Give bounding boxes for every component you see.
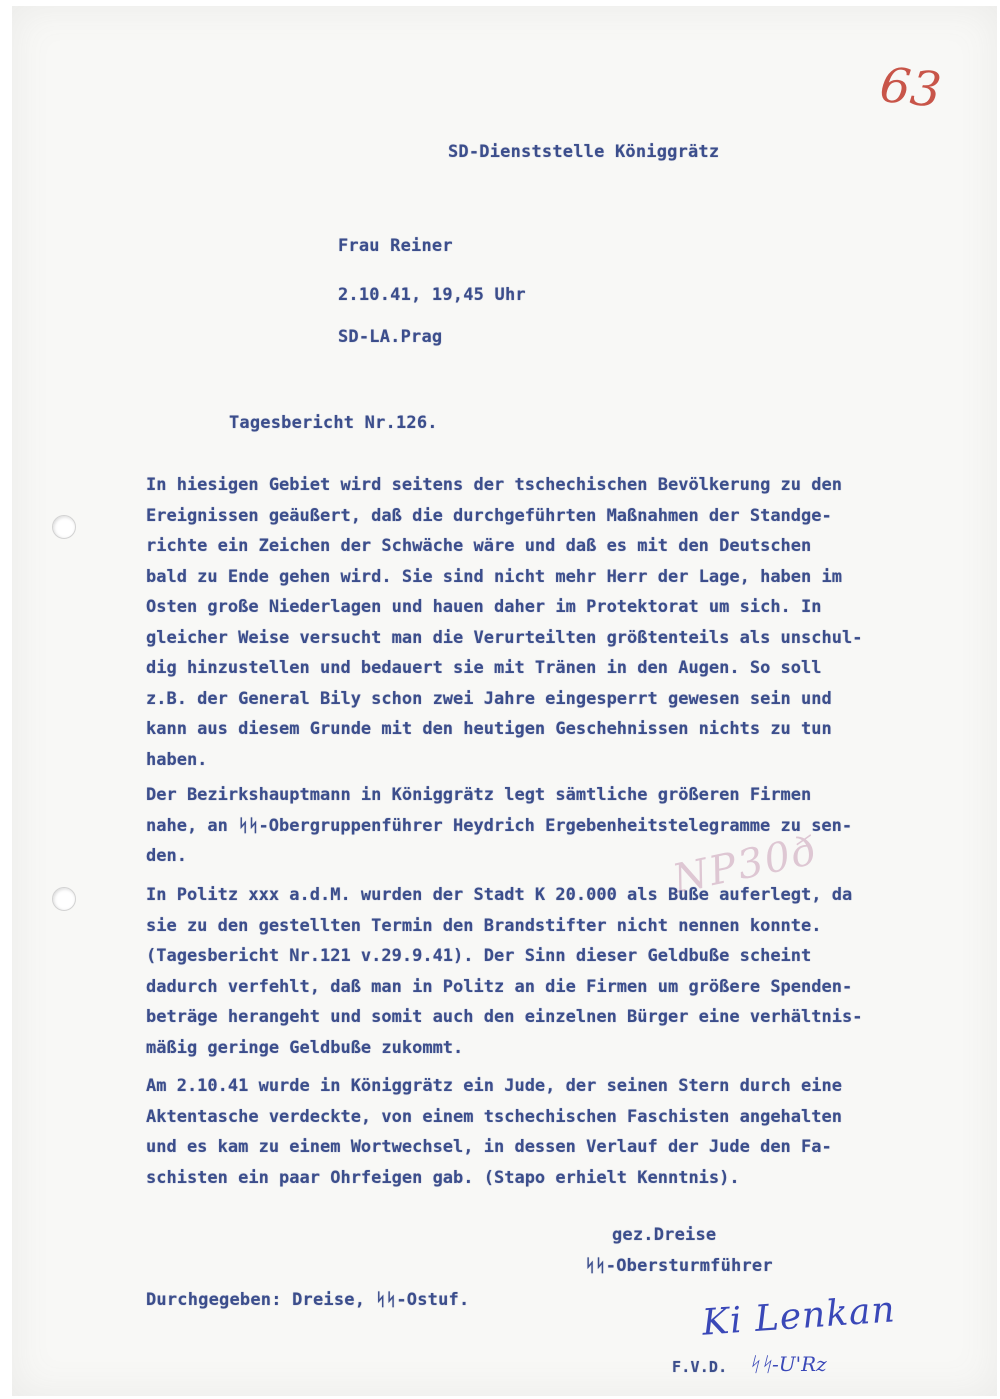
fvd-handwritten: ᛋᛋ-U'Rz <box>748 1352 827 1376</box>
fvd-label: F.V.D. <box>672 1358 728 1376</box>
text-line: und es kam zu einem Wortwechsel, in dessen Verlauf der Jude den Fa- <box>146 1137 832 1157</box>
paragraph-1 <box>146 470 862 775</box>
paragraph-4 <box>146 1071 842 1193</box>
report-title: Tagesbericht Nr.126. <box>229 413 438 433</box>
text-line: In hiesigen Gebiet wird seitens der tschechischen Bevölkerung zu den <box>146 475 842 495</box>
text-line: (Tagesbericht Nr.121 v.29.9.41). Der Sinn dieser Geldbuße scheint <box>146 946 812 966</box>
date-time: 2.10.41, 19,45 Uhr <box>338 285 526 305</box>
paragraph-2 <box>146 780 852 872</box>
text-line: Am 2.10.41 wurde in Königgrätz ein Jude, der seinen Stern durch eine <box>146 1076 842 1096</box>
text-line: z.B. der General Bily schon zwei Jahre eingesperrt gewesen sein und <box>146 688 832 709</box>
signature-name: gez.Dreise <box>612 1225 717 1245</box>
text-line: beträge herangeht und somit auch den einzelnen Bürger eine verhältnis- <box>146 1007 863 1027</box>
text-line: schisten ein paar Ohrfeigen gab. (Stapo erhielt Kenntnis). <box>146 1167 740 1188</box>
page-number: 63 <box>877 56 944 120</box>
handwritten-signature: Ki Lenkan <box>700 1289 897 1344</box>
text-line: richte ein Zeichen der Schwäche wäre und daß es mit den Deutschen <box>146 536 812 556</box>
office-header: SD-Dienststelle Königgrätz <box>448 142 720 162</box>
text-line: kann aus diesem Grunde mit den heutigen Geschehnissen nichts zu tun <box>146 719 832 739</box>
recipient: Frau Reiner <box>338 236 453 256</box>
transmitted-line: Durchgegeben: Dreise, ᛋᛋ-Ostuf. <box>146 1290 470 1310</box>
text-line: Ereignissen geäußert, daß die durchgeführten Maßnahmen der Standge- <box>146 505 832 526</box>
text-line: nahe, an ᛋᛋ-Obergruppenführer Heydrich Ergebenheitstelegramme zu sen- <box>146 815 853 836</box>
text-line: Osten große Niederlagen und hauen daher im Protektorat um sich. In <box>146 597 822 617</box>
text-line: mäßig geringe Geldbuße zukommt. <box>146 1037 464 1058</box>
destination: SD-LA.Prag <box>338 327 443 347</box>
punch-hole-bottom <box>52 887 76 911</box>
text-line: den. <box>146 846 187 866</box>
text-line: In Politz xxx a.d.M. wurden der Stadt K 20.000 als Buße auferlegt, da <box>146 885 853 905</box>
text-line: dig hinzustellen und bedauert sie mit Tränen in den Augen. So soll <box>146 658 822 678</box>
text-line: sie zu den gestellten Termin den Brandstifter nicht nennen konnte. <box>146 915 822 936</box>
text-line: haben. <box>146 749 208 770</box>
text-line: gleicher Weise versucht man die Verurteilten größtenteils als unschul- <box>146 627 863 648</box>
text-line: Aktentasche verdeckte, von einem tschechischen Faschisten angehalten <box>146 1106 842 1127</box>
signature-rank: ᛋᛋ-Obersturmführer <box>585 1256 773 1276</box>
text-line: bald zu Ende gehen wird. Sie sind nicht mehr Herr der Lage, haben im <box>146 566 842 587</box>
text-line: dadurch verfehlt, daß man in Politz an die Firmen um größere Spenden- <box>146 976 853 997</box>
text-line: Der Bezirkshauptmann in Königgrätz legt sämtliche größeren Firmen <box>146 785 812 805</box>
punch-hole-top <box>52 515 76 539</box>
stamp-mark: NP30ð <box>668 827 823 903</box>
paragraph-3 <box>146 880 862 1063</box>
